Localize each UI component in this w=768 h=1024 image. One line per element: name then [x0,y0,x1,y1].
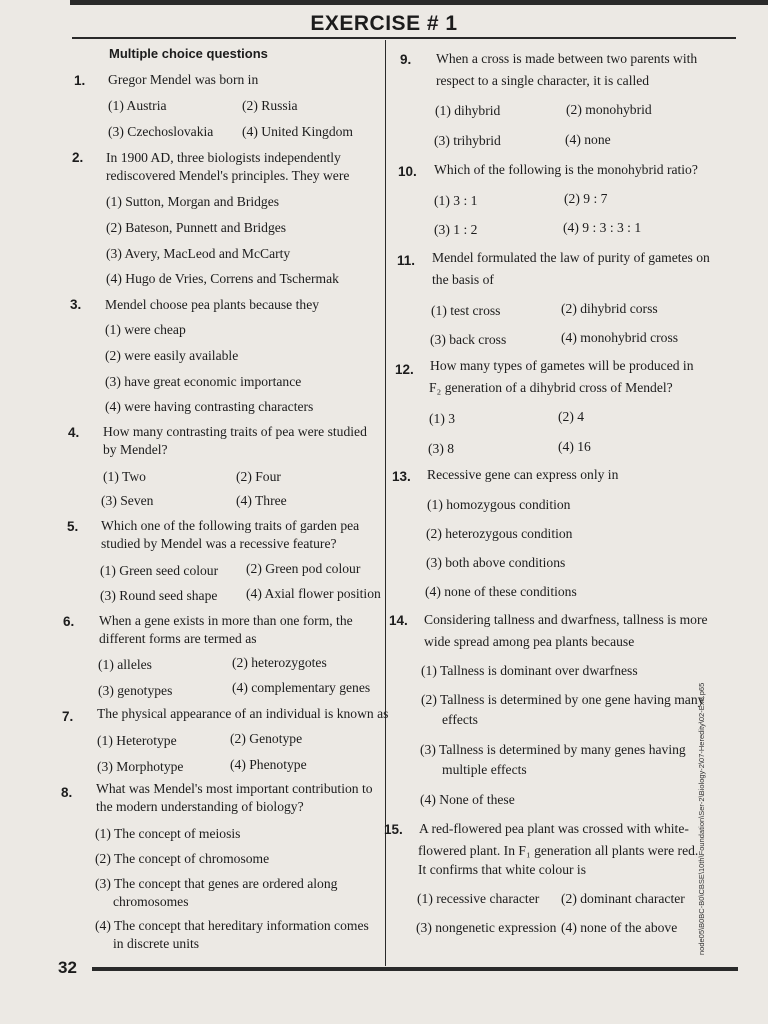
question-text: What was Mendel's most important contribution to [96,781,373,796]
option: (4) none [565,132,611,147]
option: (2) dihybrid corss [561,301,658,316]
option: (2) 4 [558,409,585,424]
question-text: In 1900 AD, three biologists independently [106,150,341,165]
option: (3) have great economic importance [105,374,302,389]
option: (1) Austria [108,98,167,113]
option: (3) Round seed shape [100,588,218,603]
question-text: Which one of the following traits of garden pea [101,518,360,533]
option: (4) none of these conditions [425,584,577,599]
option: (1) homozygous condition [427,497,571,512]
option: (2) monohybrid [566,102,652,117]
question-text: the basis of [432,272,494,287]
question-text: Mendel choose pea plants because they [105,297,320,312]
question-number: 6. [63,614,75,629]
option: (2) heterozygous condition [426,526,573,541]
option: (3) Tallness is determined by many genes having [420,742,686,757]
option: (1) recessive character [417,891,540,906]
option: (4) Axial flower position [246,586,381,601]
option: (2) 9 : 7 [564,191,608,206]
question-text: respect to a single character, it is called [436,73,650,88]
question-number: 3. [70,297,82,312]
question-text: When a cross is made between two parents with [436,51,698,66]
option: (2) were easily available [105,348,239,363]
section-heading: Multiple choice questions [109,46,268,61]
option: (1) test cross [431,303,501,318]
option: (4) The concept that hereditary information comes [95,918,369,933]
option: (1) Green seed colour [100,563,219,578]
option: (3) both above conditions [426,555,566,570]
question-number: 14. [389,613,408,628]
option: (1) 3 [429,411,456,426]
question-text: the modern understanding of biology? [96,799,304,814]
option: (2) Four [236,469,281,484]
question-text: Considering tallness and dwarfness, tallness is more [424,612,708,627]
option: (2) Green pod colour [246,561,361,576]
option: (3) Morphotype [97,759,184,774]
option: effects [442,712,478,727]
option: (3) trihybrid [434,133,501,148]
option: chromosomes [113,894,189,909]
option: (1) Two [103,469,146,484]
option: (4) Phenotype [230,757,307,772]
question-text: When a gene exists in more than one form, the [99,613,353,628]
option: (3) genotypes [98,683,173,698]
option: (2) dominant character [561,891,685,906]
question-number: 11. [397,253,416,268]
option: (3) nongenetic expression [416,920,557,935]
option: (1) The concept of meiosis [95,826,241,841]
option: (3) Avery, MacLeod and McCarty [106,246,291,261]
option: (1) 3 : 1 [434,193,478,208]
option: (4) complementary genes [232,680,371,695]
question-text: Mendel formulated the law of purity of gametes on [432,250,710,265]
option: (2) Russia [242,98,298,113]
question-text: studied by Mendel was a recessive feature? [101,536,337,551]
question-number: 15. [384,822,403,837]
option: (1) alleles [98,657,152,672]
question-text: by Mendel? [103,442,168,457]
option: (4) monohybrid cross [561,330,679,345]
question-text: rediscovered Mendel's principles. They were [106,168,350,183]
option: (2) The concept of chromosome [95,851,270,866]
file-path-code: node05\B0BC-B0\CBSE\10th\Foundation\Ser-2\Biology-2\07-Heredity\02-Exe.p65 [697,682,706,955]
option: (2) Genotype [230,731,303,746]
question-text: It confirms that white colour is [418,862,586,877]
question-text: wide spread among pea plants because [424,634,635,649]
option: (2) Bateson, Punnett and Bridges [106,220,287,235]
question-number: 8. [61,785,73,800]
option: (3) back cross [430,332,507,347]
question-text: different forms are termed as [99,631,257,646]
question-number: 13. [392,469,411,484]
question-text: Which of the following is the monohybrid ratio? [434,162,698,177]
option: (4) were having contrasting characters [105,399,314,414]
option: (3) The concept that genes are ordered along [95,876,338,891]
option: (4) Three [236,493,287,508]
option: (3) 1 : 2 [434,222,478,237]
option: (1) Tallness is dominant over dwarfness [421,663,638,678]
question-number: 7. [62,709,74,724]
question-number: 9. [400,52,412,67]
option: (3) 8 [428,441,455,456]
option: (1) Heterotype [97,733,177,748]
option: (3) Seven [101,493,154,508]
question-text: Recessive gene can express only in [427,467,619,482]
question-text: F₂ generation of a dihybrid cross of Mendel? [429,380,673,395]
option: (4) none of the above [561,920,678,935]
page-title: EXERCISE # 1 [310,12,458,35]
option: in discrete units [113,936,200,951]
question-text: Gregor Mendel was born in [108,72,259,87]
option: (2) heterozygotes [232,655,327,670]
option: (3) Czechoslovakia [108,124,214,139]
header-bar [70,0,768,5]
question-number: 2. [72,150,84,165]
question-text: The physical appearance of an individual is known as [97,706,389,721]
question-text: How many contrasting traits of pea were studied [103,424,367,439]
option: multiple effects [442,762,527,777]
option: (1) Sutton, Morgan and Bridges [106,194,280,209]
option: (4) 9 : 3 : 3 : 1 [563,220,642,235]
question-number: 1. [74,73,86,88]
footer-rule [92,967,738,971]
option: (4) 16 [558,439,591,454]
title-rule [72,37,736,39]
question-text: How many types of gametes will be produced in [430,358,694,373]
page-number: 32 [58,958,77,977]
question-text: A red-flowered pea plant was crossed with white- [419,821,689,836]
question-number: 5. [67,519,79,534]
option: (2) Tallness is determined by one gene having many [421,692,705,707]
question-text: flowered plant. In F₁ generation all plants were red. [418,843,699,858]
question-number: 12. [395,362,414,377]
option: (1) dihybrid [435,103,501,118]
question-number: 4. [68,425,80,440]
option: (1) were cheap [105,322,186,337]
option: (4) United Kingdom [242,124,354,139]
option: (4) Hugo de Vries, Correns and Tschermak [106,271,339,286]
option: (4) None of these [420,792,515,807]
question-number: 10. [398,164,417,179]
